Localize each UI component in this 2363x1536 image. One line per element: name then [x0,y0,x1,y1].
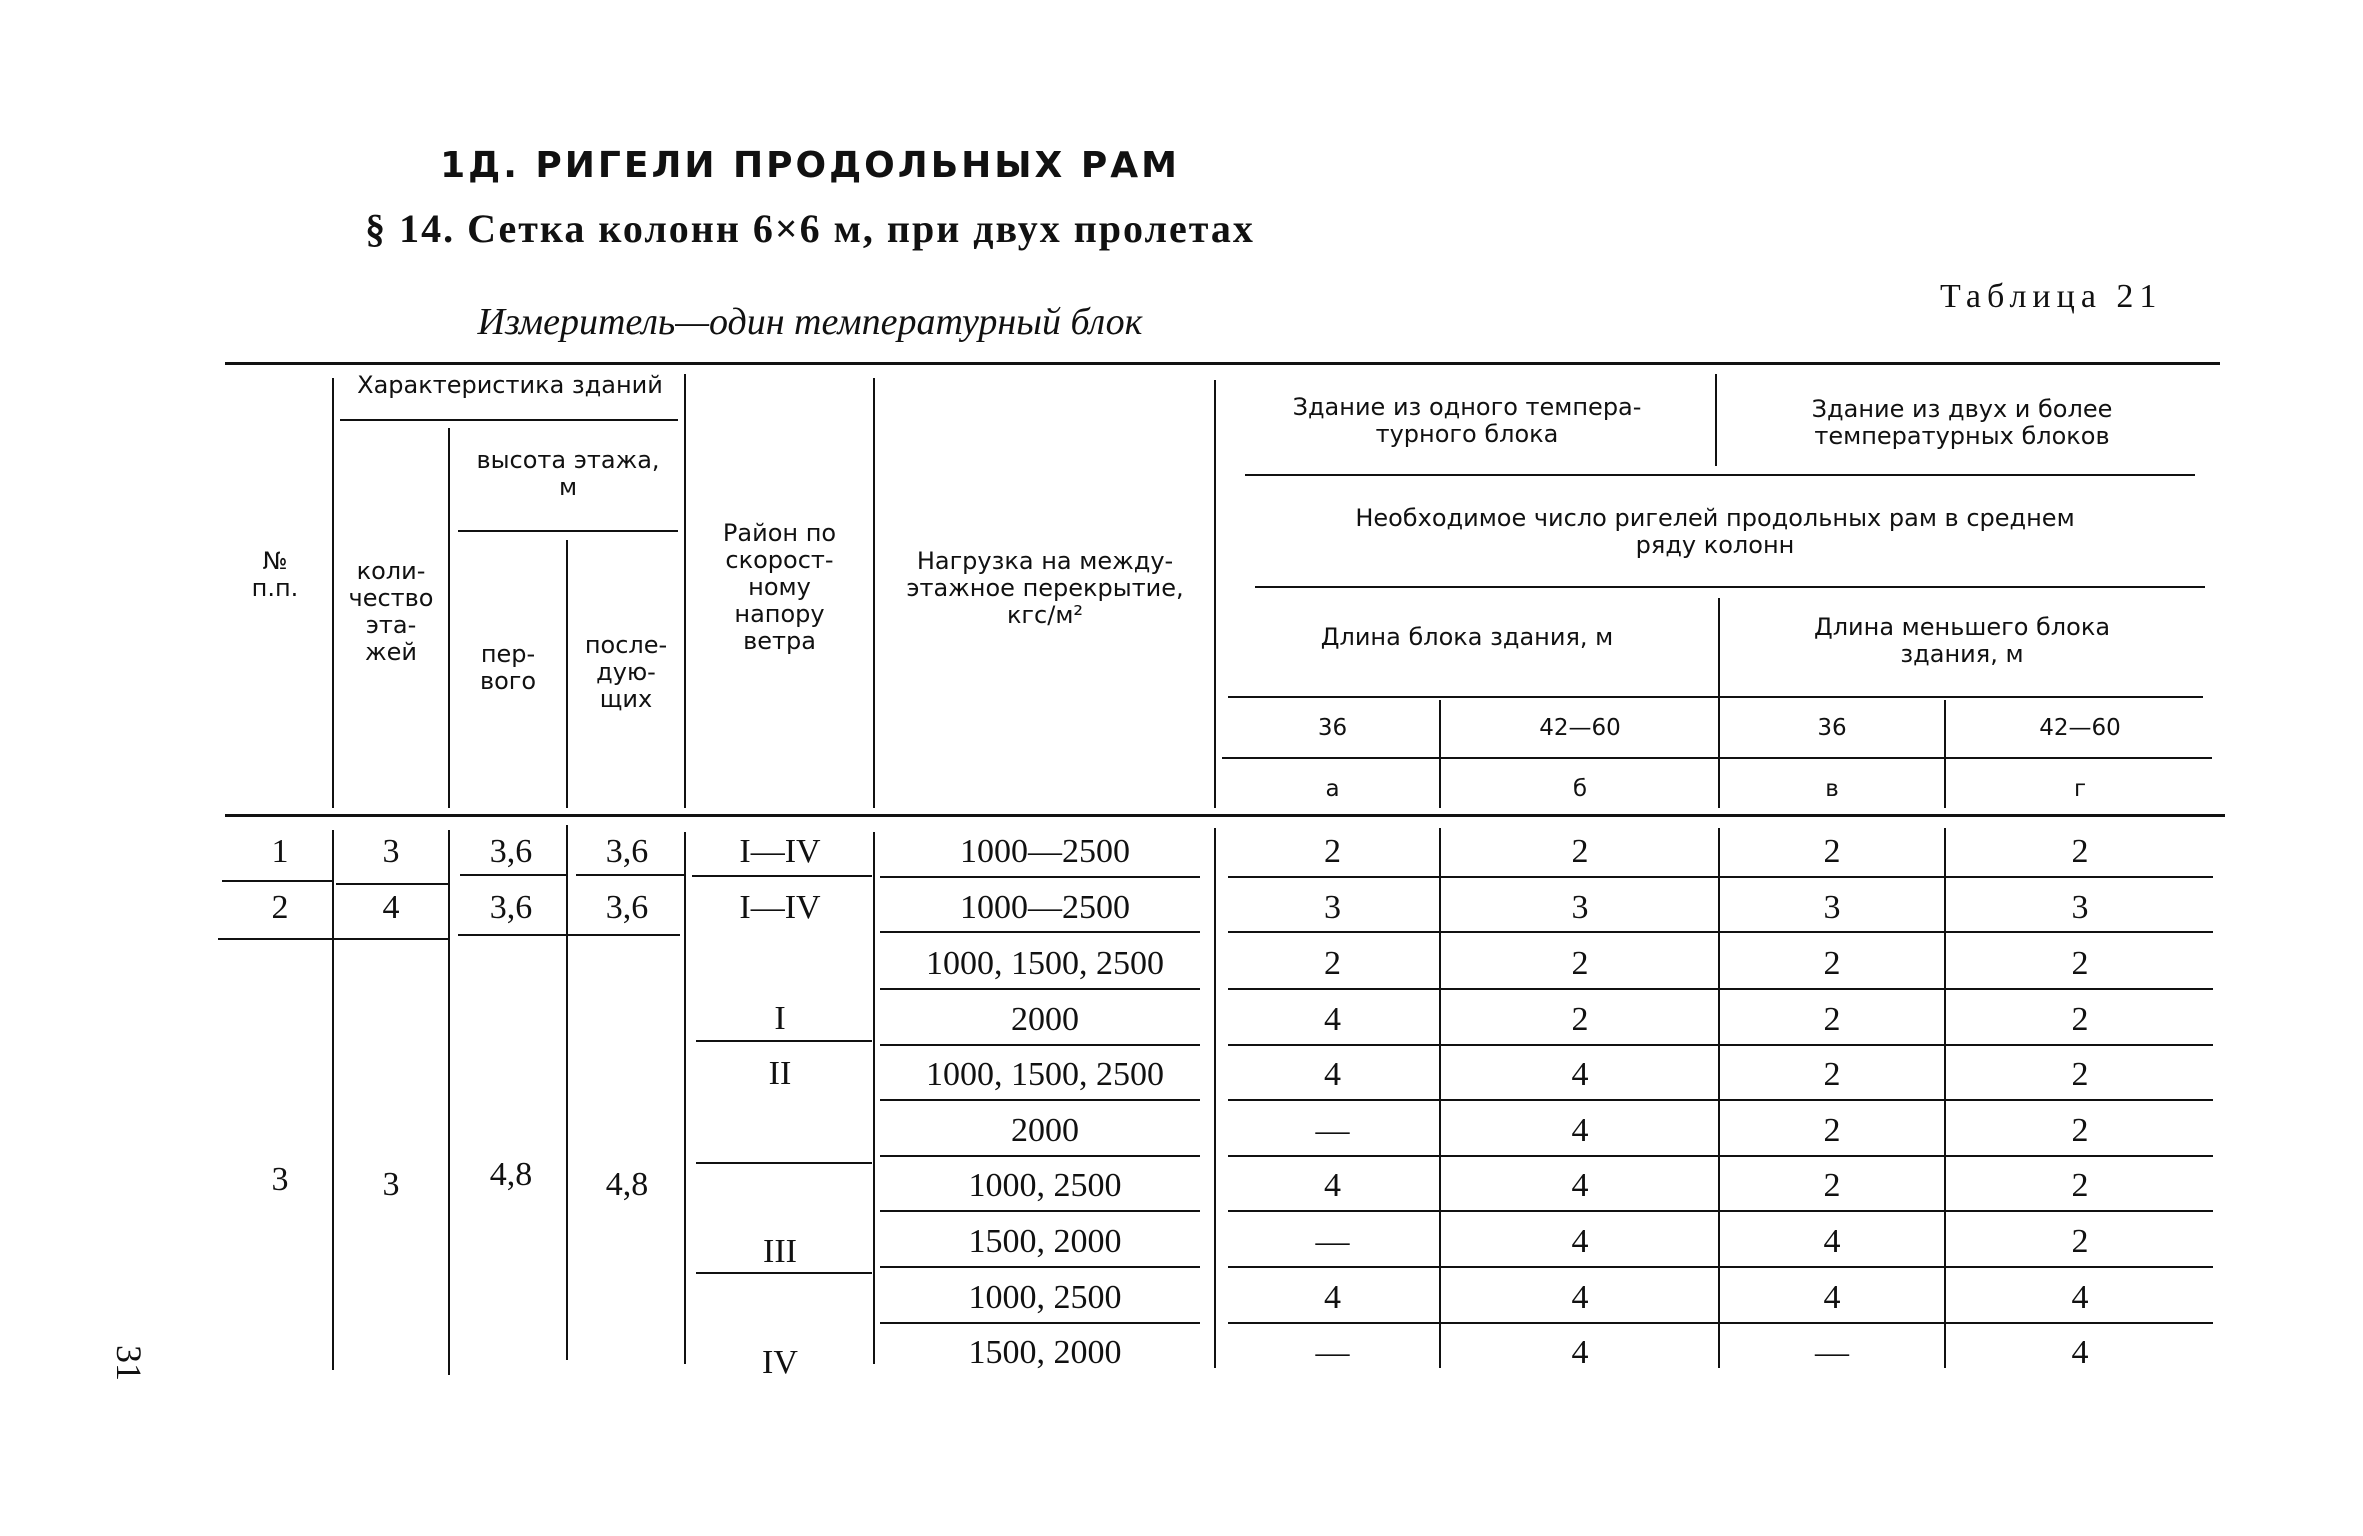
row-c: 4 [1823,1279,1841,1316]
row-d: 2 [2071,833,2089,870]
header-multi-block: Здание из двух и более температурных блоков [1811,395,2113,450]
row-a: 3 [1324,889,1341,926]
row-floors: 3 [382,833,400,870]
row-load: 1000, 2500 [968,1279,1122,1316]
row-height-first: 3,6 [489,889,533,926]
vline-10 [1944,700,1946,808]
row-load: 1000, 2500 [968,1167,1122,1204]
header-single-block: Здание из одного темпера- турного блока [1292,393,1642,448]
row-b: 4 [1571,1167,1589,1204]
body-vline-3 [566,825,568,1360]
vline-2 [448,428,450,808]
row-floors: 4 [382,889,400,926]
vline-9 [1439,700,1441,808]
block-type-under-line [1245,474,2195,476]
group3-row-rule [880,1210,1200,1212]
row-load: 1500, 2000 [968,1334,1122,1371]
row-load: 1000, 1500, 2500 [926,945,1164,982]
header-num: № п.п. [251,547,299,602]
group3-row-rule [880,1044,1200,1046]
group3-row-rule-values [1228,1099,2213,1101]
subsection-title: § 14. Сетка колонн 6×6 м, при двух пролетах [365,206,1255,251]
row-num: 2 [271,889,289,926]
body-vline-8 [1718,828,1720,1368]
header-load: Нагрузка на между- этажное перекрытие, кгс/м² [906,547,1184,629]
body-vline-7 [1439,828,1441,1368]
header-next: после- дую- щих [584,631,668,713]
vline-6 [1214,380,1216,808]
wind-II: II [768,1055,792,1092]
row-c: 3 [1823,889,1841,926]
row-c: — [1815,1334,1849,1371]
row-a: 4 [1324,1056,1341,1093]
group3-floors: 3 [382,1166,400,1203]
vline-1 [332,378,334,808]
row-height-next: 3,6 [605,889,649,926]
lenval-under-line [1222,757,2212,759]
height-under-line [458,530,678,532]
len-b: 42—60 [1539,715,1621,741]
row-b: 4 [1571,1334,1589,1371]
row-wind: I—IV [739,833,821,870]
group3-row-rule [880,1266,1200,1268]
row-a: — [1315,1334,1350,1371]
vline-8 [1718,598,1720,808]
row2-rule-e [880,931,1200,933]
row-a: 2 [1324,833,1341,870]
row-load: 1000—2500 [960,833,1130,870]
group3-row-rule-values [1228,1322,2213,1324]
wind-sep-3 [696,1272,872,1274]
row1-rule-a [336,883,448,885]
row-c: 2 [1823,1167,1841,1204]
row-a: — [1315,1112,1350,1149]
header-building-char: Характеристика зданий [357,371,663,399]
group3-row-rule-values [1228,1155,2213,1157]
table-number: Таблица 21 [1940,278,2163,315]
row-load: 2000 [1011,1112,1079,1149]
body-vline-1 [332,830,334,1370]
row-load: 1000, 1500, 2500 [926,1056,1164,1093]
row-d: 2 [2071,1167,2089,1204]
row-c: 2 [1823,1056,1841,1093]
row-c: 2 [1823,1001,1841,1038]
body-vline-4 [684,832,686,1364]
char-under-line [340,419,678,421]
row1-rule-e [880,876,1200,878]
group3-row-rule-values [1228,1266,2213,1268]
row-d: 3 [2071,889,2089,926]
row-a: — [1315,1223,1350,1260]
header-wind: Район по скорост- ному напору ветра [722,519,837,655]
header-top-rule [225,362,2220,365]
group3-row-rule-values [1228,1044,2213,1046]
row-b: 4 [1571,1279,1589,1316]
row-load: 1000—2500 [960,889,1130,926]
len-d: 42—60 [2039,715,2121,741]
row-b: 4 [1571,1223,1589,1260]
col-d: г [2073,776,2087,802]
row1-rule-c [576,874,684,876]
header-floors: коли- чество эта- жей [348,557,434,666]
vline-5 [873,378,875,808]
row-wind: I—IV [739,889,821,926]
wind-III: III [763,1233,797,1270]
group3-row-rule-values [1228,1210,2213,1212]
header-bottom-rule [225,814,2225,817]
group3-height-next: 4,8 [605,1166,649,1203]
measure-caption: Измеритель—один температурный блок [477,301,1143,343]
row-b: 2 [1571,945,1589,982]
row-c: 2 [1823,945,1841,982]
body-vline-5 [873,832,875,1364]
group3-row-rule [880,1322,1200,1324]
row-d: 2 [2071,1112,2089,1149]
group3-num: 3 [271,1161,289,1198]
row-b: 2 [1571,833,1589,870]
needed-under-line [1255,586,2205,588]
row-load: 2000 [1011,1001,1079,1038]
body-vline-9 [1944,828,1946,1368]
col-b: б [1572,776,1588,802]
header-first: пер- вого [479,640,537,695]
len-c: 36 [1817,715,1847,741]
row-b: 2 [1571,1001,1589,1038]
row-b: 4 [1571,1112,1589,1149]
group3-row-rule [880,1155,1200,1157]
vline-4 [684,374,686,808]
header-block-len: Длина блока здания, м [1320,623,1614,651]
row-b: 3 [1571,889,1589,926]
wind-sep-2 [696,1162,872,1164]
row-a: 4 [1324,1001,1341,1038]
group3-row-rule [880,1099,1200,1101]
col-a: а [1325,776,1340,802]
row1-left-rule [222,880,334,882]
header-floor-height: высота этажа, м [476,446,660,501]
wind-IV: IV [762,1344,798,1381]
group3-row-rule-values [1228,988,2213,990]
row-d: 2 [2071,945,2089,982]
row1-rule-d [692,875,872,877]
row-a: 2 [1324,945,1341,982]
row1-rule-b [460,874,568,876]
body-vline-2 [448,830,450,1375]
len-under-line [1228,696,2203,698]
vline-3 [566,540,568,808]
row-c: 2 [1823,1112,1841,1149]
len-a: 36 [1317,715,1348,741]
row-height-first: 3,6 [489,833,533,870]
vline-7 [1715,374,1717,466]
row-c: 4 [1823,1223,1841,1260]
header-small-block-len: Длина меньшего блока здания, м [1813,613,2111,668]
row-c: 2 [1823,833,1841,870]
group3-row-rule [880,988,1200,990]
group3-height-first: 4,8 [489,1156,533,1193]
row-load: 1500, 2000 [968,1223,1122,1260]
body-vline-6 [1214,828,1216,1368]
row-d: 2 [2071,1001,2089,1038]
row2-rule-b [458,934,680,936]
row-d: 4 [2071,1334,2089,1371]
wind-I: I [774,1000,786,1037]
row1-rule-f [1228,876,2213,878]
row-num: 1 [271,833,289,870]
row-d: 2 [2071,1223,2089,1260]
wind-sep-1 [696,1040,872,1042]
row2-rule-f [1228,931,2213,933]
row-a: 4 [1324,1167,1341,1204]
row-height-next: 3,6 [605,833,649,870]
row-b: 4 [1571,1056,1589,1093]
header-needed: Необходимое число ригелей продольных рам в среднем ряду колонн [1355,504,2075,559]
row-d: 4 [2071,1279,2089,1316]
page-number: 31 [109,1345,149,1381]
row-d: 2 [2071,1056,2089,1093]
section-title: 1Д. РИГЕЛИ ПРОДОЛЬНЫХ РАМ [440,145,1180,186]
col-c: в [1825,776,1839,802]
row-a: 4 [1324,1279,1341,1316]
